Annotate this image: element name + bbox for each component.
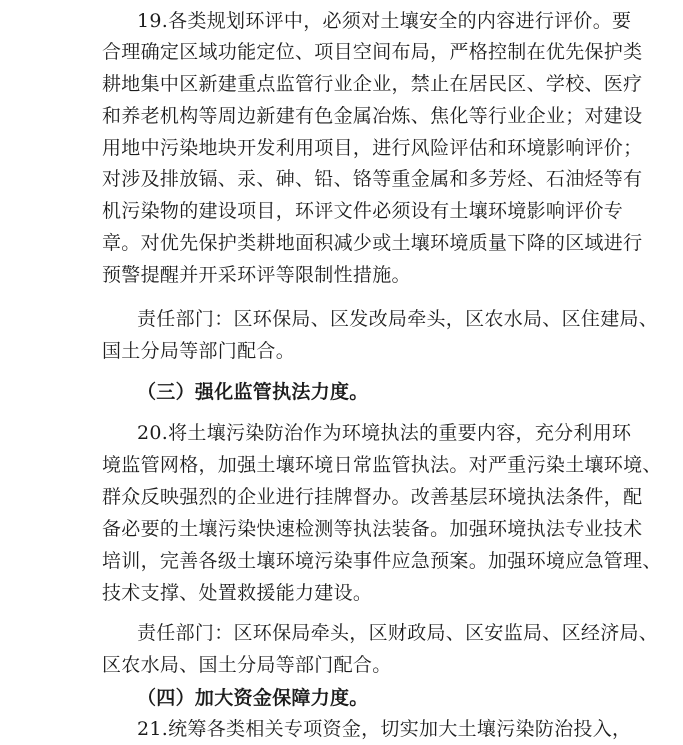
paragraph-21-line-1: 21.统筹各类相关专项资金，切实加大土壤污染防治投入， bbox=[137, 718, 632, 740]
paragraph-19-line-3: 耕地集中区新建重点监管行业企业，禁止在居民区、学校、医疗 bbox=[102, 73, 643, 95]
responsibility-19-line-1: 责任部门：区环保局、区发改局牵头，区农水局、区住建局、 bbox=[137, 308, 659, 330]
paragraph-20-line-4: 备必要的土壤污染快速检测等执法装备。加强环境执法专业技术 bbox=[102, 518, 643, 540]
paragraph-20-line-5: 培训，完善各级土壤环境污染事件应急预案。加强环境应急管理、 bbox=[102, 550, 662, 572]
paragraph-19-line-7: 机污染物的建设项目，环评文件必须设有土壤环境影响评价专 bbox=[102, 200, 624, 222]
responsibility-20-line-1: 责任部门：区环保局牵头，区财政局、区安监局、区经济局、 bbox=[137, 622, 659, 644]
responsibility-20-line-2: 区农水局、国土分局等部门配合。 bbox=[102, 654, 392, 676]
paragraph-19-line-1: 19.各类规划环评中，必须对土壤安全的内容进行评价。要 bbox=[137, 10, 632, 32]
responsibility-19-line-2: 国土分局等部门配合。 bbox=[102, 340, 296, 362]
paragraph-20-line-2: 境监管网格，加强土壤环境日常监管执法。对严重污染土壤环境、 bbox=[102, 454, 662, 476]
paragraph-19-line-9: 预警提醒并开采环评等限制性措施。 bbox=[102, 264, 411, 286]
paragraph-19-line-4: 和养老机构等周边新建有色金属冶炼、焦化等行业企业；对建设 bbox=[102, 105, 643, 127]
paragraph-19-line-8: 章。对优先保护类耕地面积减少或土壤环境质量下降的区域进行 bbox=[102, 232, 643, 254]
paragraph-20-line-3: 群众反映强烈的企业进行挂牌督办。改善基层环境执法条件，配 bbox=[102, 486, 643, 508]
paragraph-19-line-6: 对涉及排放镉、汞、砷、铅、铬等重金属和多芳烃、石油烃等有 bbox=[102, 168, 643, 190]
section-3-heading: （三）强化监管执法力度。 bbox=[137, 381, 369, 403]
paragraph-19-line-5: 用地中污染地块开发利用项目，进行风险评估和环境影响评价； bbox=[102, 137, 643, 159]
section-4-heading: （四）加大资金保障力度。 bbox=[137, 687, 369, 709]
paragraph-20-line-1: 20.将土壤污染防治作为环境执法的重要内容，充分利用环 bbox=[137, 422, 632, 444]
paragraph-20-line-6: 技术支撑、处置救援能力建设。 bbox=[102, 582, 373, 604]
paragraph-19-line-2: 合理确定区域功能定位、项目空间布局，严格控制在优先保护类 bbox=[102, 41, 643, 63]
